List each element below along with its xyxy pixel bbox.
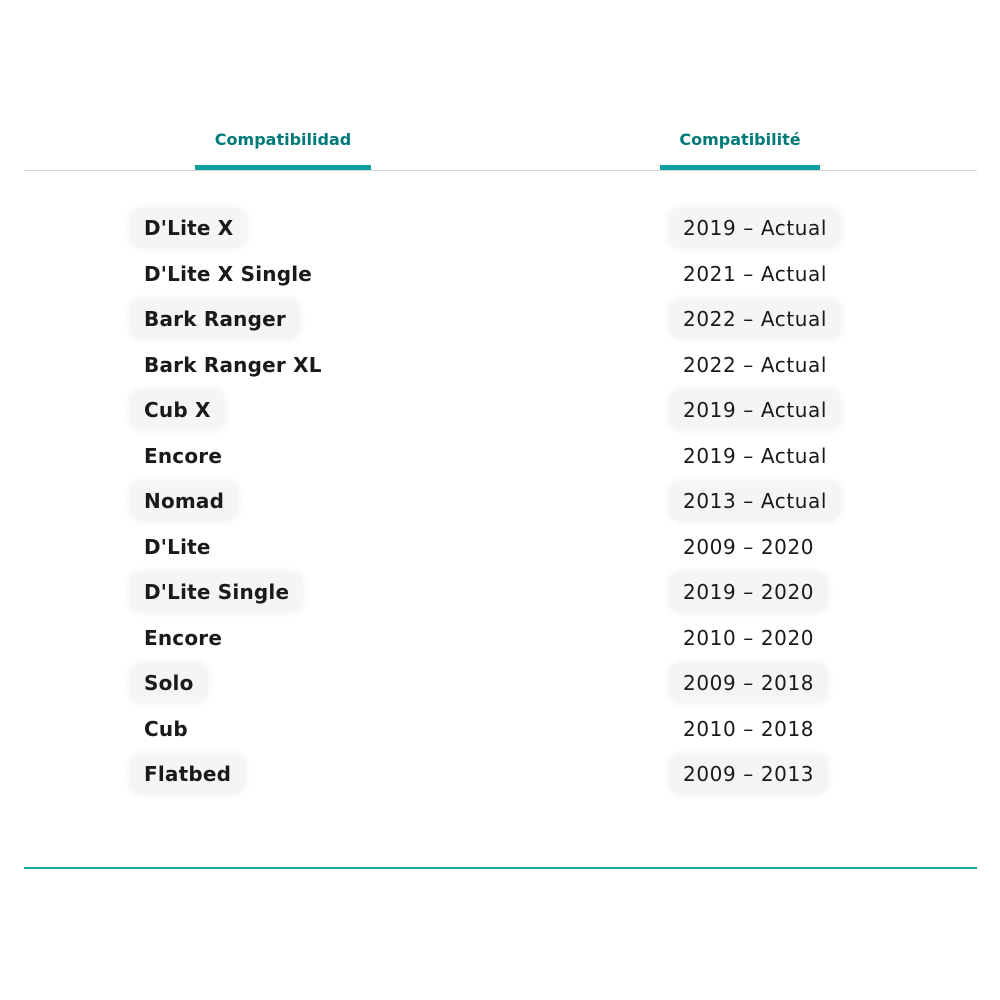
year-range: 2013 – Actual bbox=[669, 481, 841, 521]
model-name: D'Lite Single bbox=[130, 572, 303, 612]
table-row bbox=[0, 342, 1000, 388]
model-name: Cub bbox=[144, 716, 188, 741]
model-name: D'Lite X Single bbox=[144, 261, 313, 286]
table-row bbox=[0, 387, 1000, 433]
tab-compatibilidad[interactable] bbox=[195, 128, 371, 170]
model-name: Cub X bbox=[130, 390, 225, 430]
compatibility-list bbox=[0, 205, 1000, 797]
year-range: 2022 – Actual bbox=[683, 352, 828, 377]
year-range: 2021 – Actual bbox=[683, 261, 828, 286]
model-name: Encore bbox=[144, 625, 223, 650]
table-row bbox=[0, 706, 1000, 752]
model-name: Nomad bbox=[130, 481, 238, 521]
year-range: 2019 – 2020 bbox=[669, 572, 828, 612]
model-name: D'Lite X bbox=[130, 208, 247, 248]
tabs-bar bbox=[24, 0, 977, 171]
model-name: Bark Ranger XL bbox=[144, 352, 322, 377]
table-row bbox=[0, 433, 1000, 479]
model-name: Bark Ranger bbox=[130, 299, 300, 339]
model-name: Flatbed bbox=[130, 754, 245, 794]
year-range: 2009 – 2020 bbox=[683, 534, 815, 559]
table-row bbox=[0, 205, 1000, 251]
table-row bbox=[0, 751, 1000, 797]
table-row bbox=[0, 615, 1000, 661]
bottom-divider bbox=[24, 867, 977, 869]
table-row bbox=[0, 524, 1000, 570]
table-row bbox=[0, 569, 1000, 615]
year-range: 2019 – Actual bbox=[683, 443, 828, 468]
year-range: 2009 – 2013 bbox=[669, 754, 828, 794]
year-range: 2019 – Actual bbox=[669, 390, 841, 430]
year-range: 2009 – 2018 bbox=[669, 663, 828, 703]
table-row bbox=[0, 296, 1000, 342]
table-row bbox=[0, 660, 1000, 706]
tab-compatibilite[interactable] bbox=[660, 128, 820, 170]
model-name: Encore bbox=[144, 443, 223, 468]
table-row bbox=[0, 478, 1000, 524]
tab-compatibilite-label: Compatibilité bbox=[679, 130, 801, 149]
model-name: D'Lite bbox=[144, 534, 211, 559]
year-range: 2022 – Actual bbox=[669, 299, 841, 339]
table-row bbox=[0, 251, 1000, 297]
model-name: Solo bbox=[130, 663, 208, 703]
tab-compatibilidad-label: Compatibilidad bbox=[214, 130, 352, 149]
year-range: 2019 – Actual bbox=[669, 208, 841, 248]
year-range: 2010 – 2018 bbox=[683, 716, 815, 741]
year-range: 2010 – 2020 bbox=[683, 625, 815, 650]
